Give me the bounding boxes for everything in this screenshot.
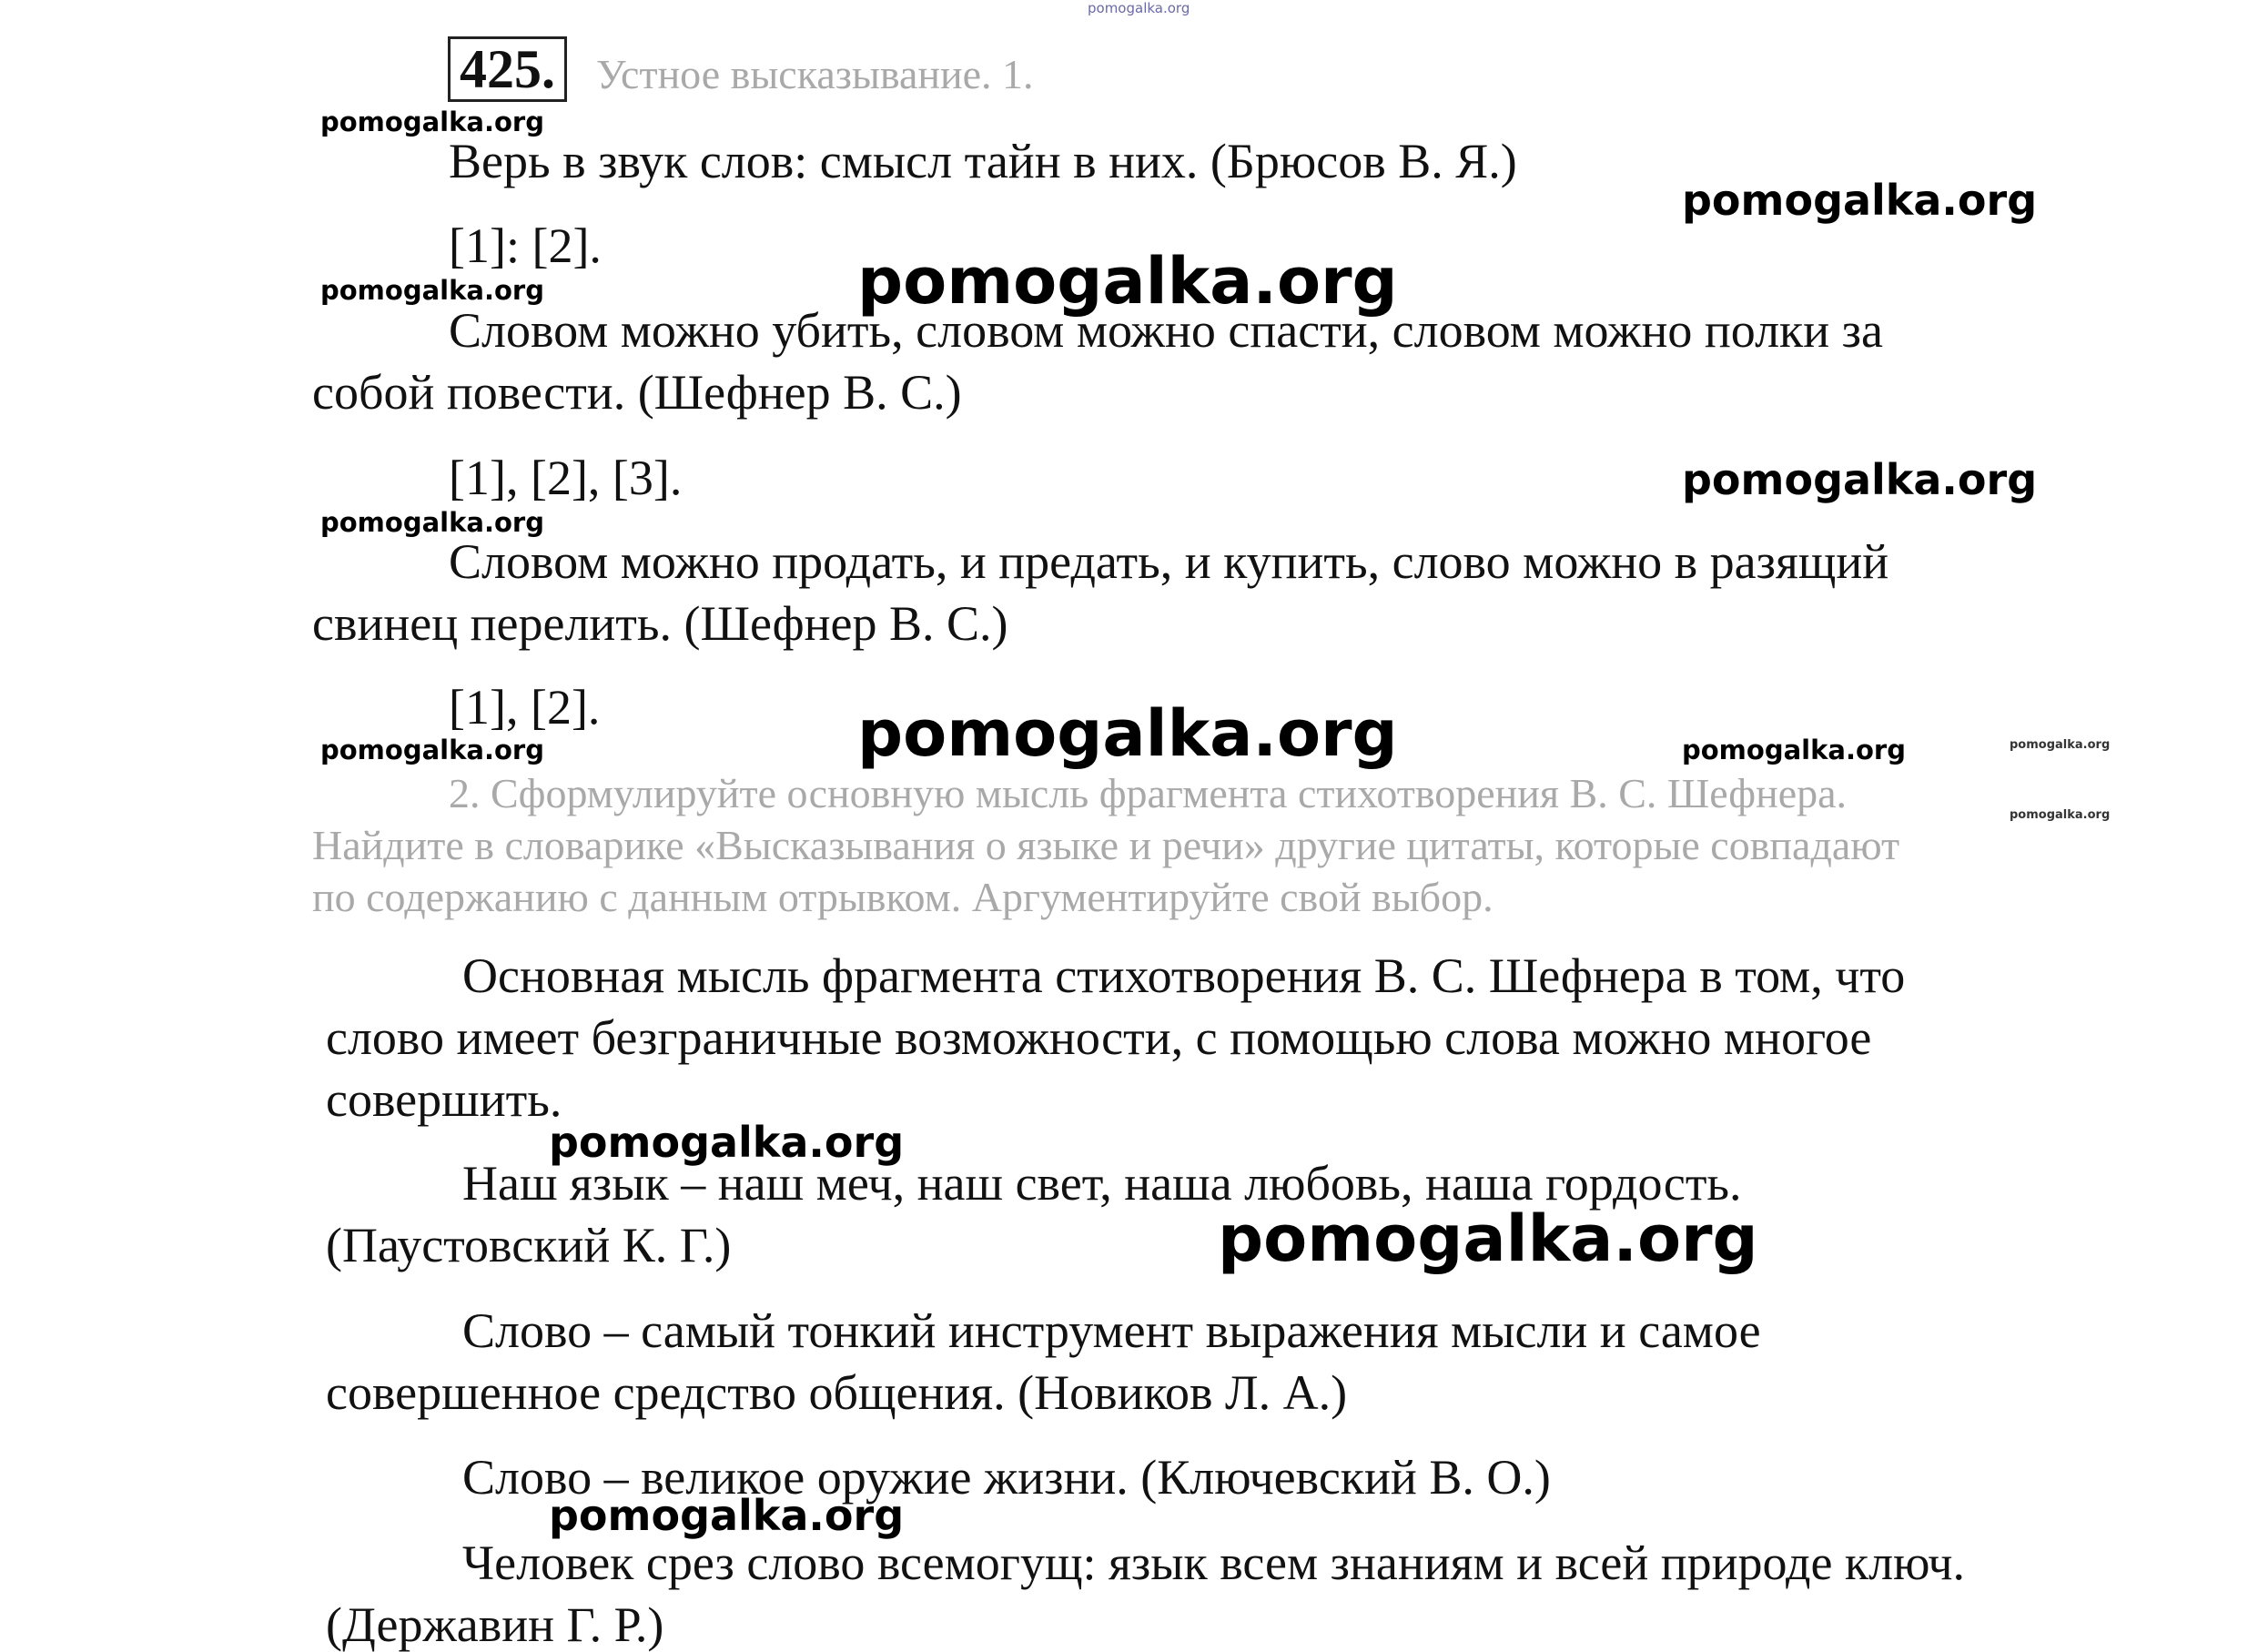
task2-line1: 2. Сформулируйте основную мысль фрагмента стихотворения В. С. Шефнера. (449, 770, 1848, 816)
quote-derzhavin-line2: (Державин Г. Р.) (326, 1597, 664, 1652)
watermark-small: pomogalka.org (320, 735, 544, 765)
scheme-3: [1], [2]. (449, 680, 601, 735)
watermark-small: pomogalka.org (320, 507, 544, 538)
quote-bryusov: Верь в звук слов: смысл тайн в них. (Брюсов В. Я.) (449, 134, 1517, 188)
scheme-1: [1]: [2]. (449, 218, 602, 273)
watermark-tiny: pomogalka.org (2010, 738, 2111, 752)
watermark-top: pomogalka.org (1088, 0, 1190, 16)
quote-novikov-line2: совершенное средство общения. (Новиков Л. А.) (326, 1365, 1348, 1420)
answer-main-line1: Основная мысль фрагмента стихотворения В. С. Шефнера в том, что (462, 948, 1906, 1003)
quote-shefner-1-line2: собой повести. (Шефнер В. С.) (312, 365, 962, 420)
quote-klyuchevsky: Слово – великое оружие жизни. (Ключевский В. О.) (462, 1450, 1551, 1505)
task2-line3: по содержанию с данным отрывком. Аргументируйте свой выбор. (312, 874, 1494, 920)
quote-paustovsky-line1: Наш язык – наш меч, наш свет, наша любовь, наша гордость. (462, 1156, 1742, 1211)
exercise-number: 425. (448, 36, 567, 102)
watermark-medium: pomogalka.org (549, 1118, 905, 1167)
watermark-large: pomogalka.org (857, 244, 1398, 319)
watermark-large: pomogalka.org (1218, 1201, 1758, 1276)
task2-line2: Найдите в словарике «Высказывания о языке и речи» другие цитаты, которые совпадают (312, 822, 1900, 868)
quote-shefner-2-line1: Словом можно продать, и предать, и купить, слово можно в разящий (449, 534, 1889, 589)
watermark-medium: pomogalka.org (1682, 176, 2038, 225)
watermark-medium: pomogalka.org (549, 1491, 905, 1540)
quote-shefner-2-line2: свинец перелить. (Шефнер В. С.) (312, 596, 1008, 651)
watermark-small: pomogalka.org (320, 106, 544, 137)
answer-main-line3: совершить. (326, 1072, 562, 1127)
watermark-small: pomogalka.org (1682, 735, 1906, 765)
watermark-tiny: pomogalka.org (2010, 808, 2111, 822)
quote-shefner-1-line1: Словом можно убить, словом можно спасти, словом можно полки за (449, 303, 1883, 358)
exercise-heading: Устное высказывание. 1. (596, 51, 1034, 97)
quote-derzhavin-line1: Человек срез слово всемогущ: язык всем знаниям и всей природе ключ. (462, 1535, 1966, 1590)
answer-main-line2: слово имеет безграничные возможности, с помощью слова можно многое (326, 1010, 1872, 1065)
quote-paustovsky-line2: (Паустовский К. Г.) (326, 1218, 732, 1272)
watermark-small: pomogalka.org (320, 275, 544, 306)
scheme-2: [1], [2], [3]. (449, 451, 683, 505)
quote-novikov-line1: Слово – самый тонкий инструмент выражения мысли и самое (462, 1303, 1761, 1358)
watermark-large: pomogalka.org (857, 696, 1398, 771)
watermark-medium: pomogalka.org (1682, 455, 2038, 504)
